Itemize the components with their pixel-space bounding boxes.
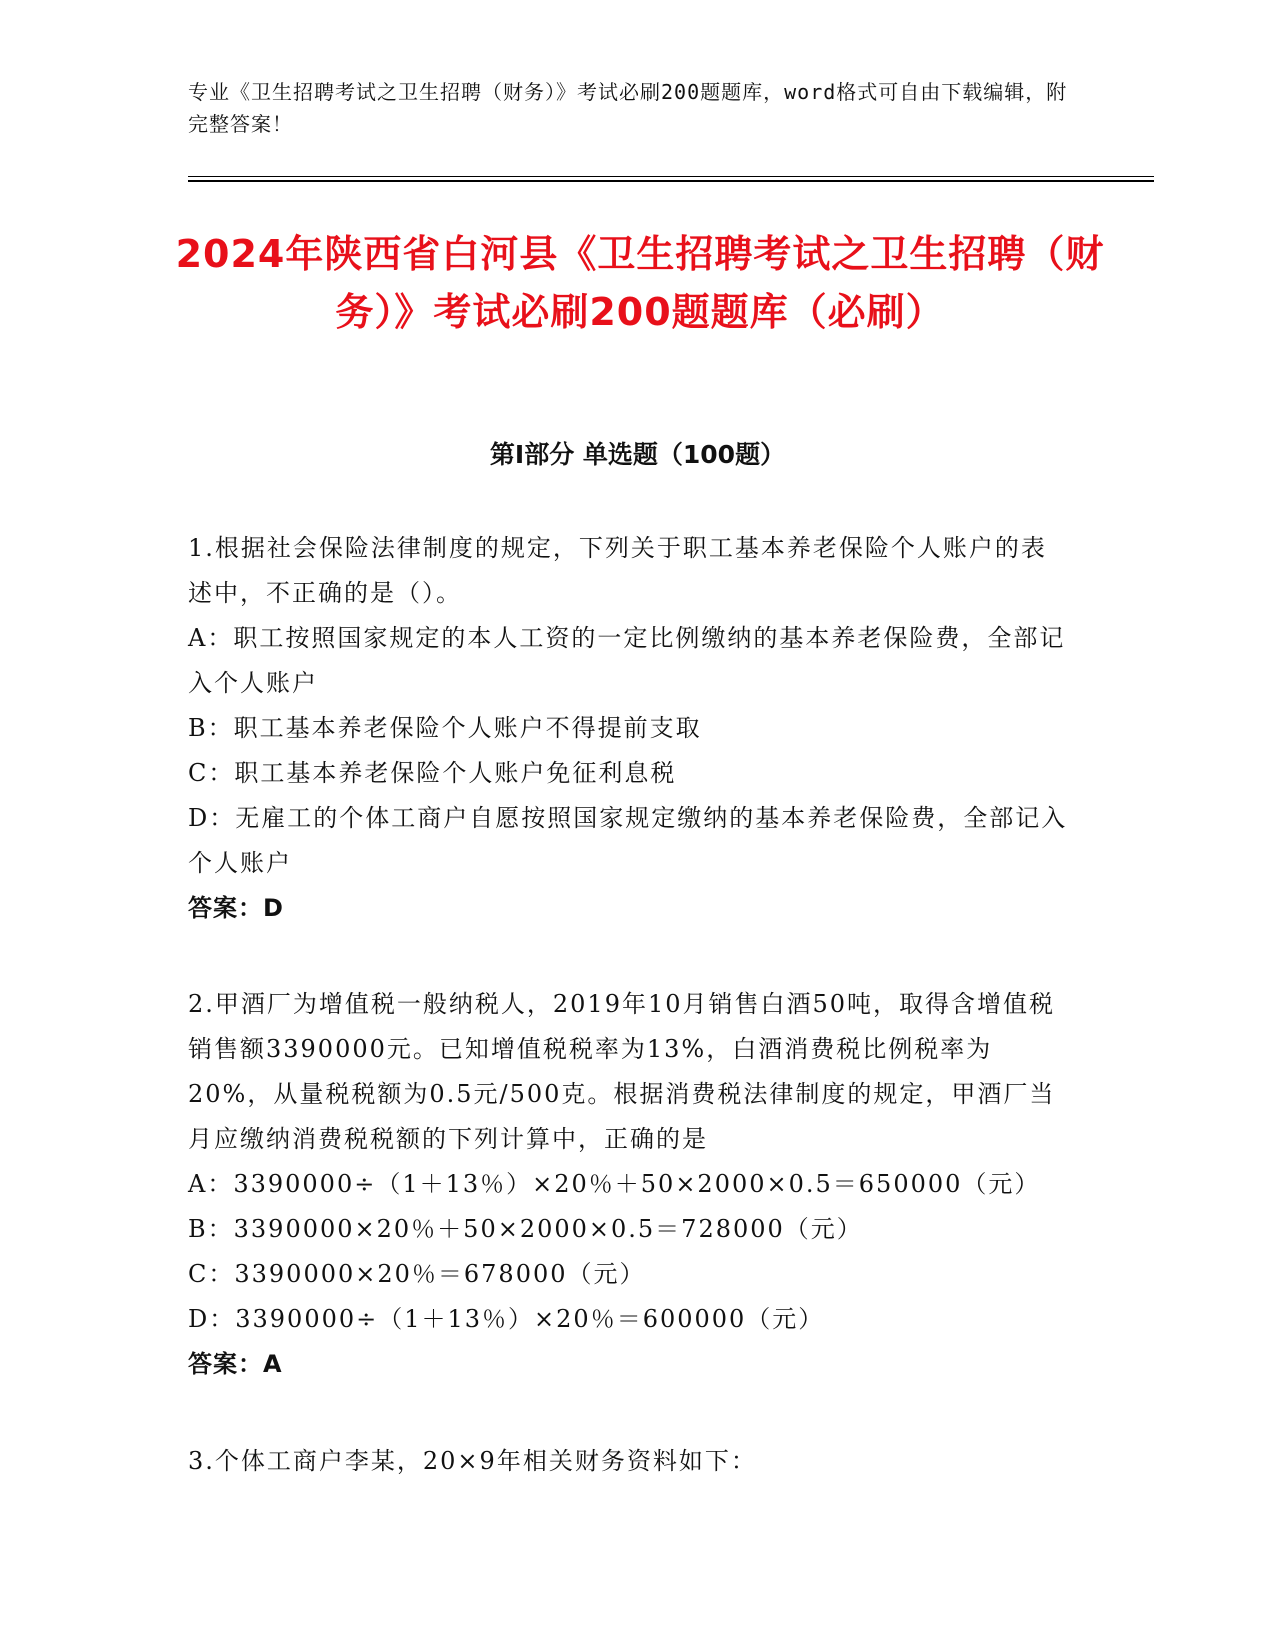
section-heading: 第I部分 单选题（100题） <box>489 440 786 469</box>
header-divider-thick <box>188 180 1154 182</box>
option-a: A：3390000÷（1＋13％）×20％＋50×2000×0.5＝650000（元） <box>188 1170 1041 1198</box>
option-c: C：职工基本养老保险个人账户免征利息税 <box>188 759 677 787</box>
option-b: B：职工基本养老保险个人账户不得提前支取 <box>188 714 702 742</box>
answer: 答案：D <box>188 894 284 922</box>
question-1 <box>188 526 1068 931</box>
header-divider-thin <box>188 176 1154 177</box>
question-2 <box>188 982 1068 1387</box>
document-title: 2024年陕西省白河县《卫生招聘考试之卫生招聘（财务）》考试必刷200题题库（必刷） <box>175 232 1105 334</box>
question-3 <box>188 1439 1068 1484</box>
question-stem: 2.甲酒厂为增值税一般纳税人，2019年10月销售白酒50吨，取得含增值税销售额3390000元。已知增值税税率为13%，白酒消费税比例税率为20%，从量税税额为0.5元/500克。根据消费税法律制度的规定，甲酒厂当月应缴纳消费税税额的下列计算中，正确的是 <box>188 990 1056 1153</box>
question-stem: 3.个体工商户李某，20×9年相关财务资料如下： <box>188 1447 757 1475</box>
option-b: B：3390000×20％＋50×2000×0.5＝728000（元） <box>188 1215 863 1243</box>
intro-text: 专业《卫生招聘考试之卫生招聘（财务）》考试必刷200题题库，word格式可自由下载编辑，附完整答案！ <box>188 80 1068 136</box>
option-c: C：3390000×20％＝678000（元） <box>188 1260 646 1288</box>
option-d: D：3390000÷（1＋13％）×20％＝600000（元） <box>188 1305 825 1333</box>
question-stem: 1.根据社会保险法律制度的规定，下列关于职工基本养老保险个人账户的表述中，不正确的是（）。 <box>188 534 1047 607</box>
answer: 答案：A <box>188 1350 283 1378</box>
option-d: D：无雇工的个体工商户自愿按照国家规定缴纳的基本养老保险费，全部记入个人账户 <box>188 804 1068 877</box>
option-a: A：职工按照国家规定的本人工资的一定比例缴纳的基本养老保险费，全部记入个人账户 <box>188 624 1066 697</box>
